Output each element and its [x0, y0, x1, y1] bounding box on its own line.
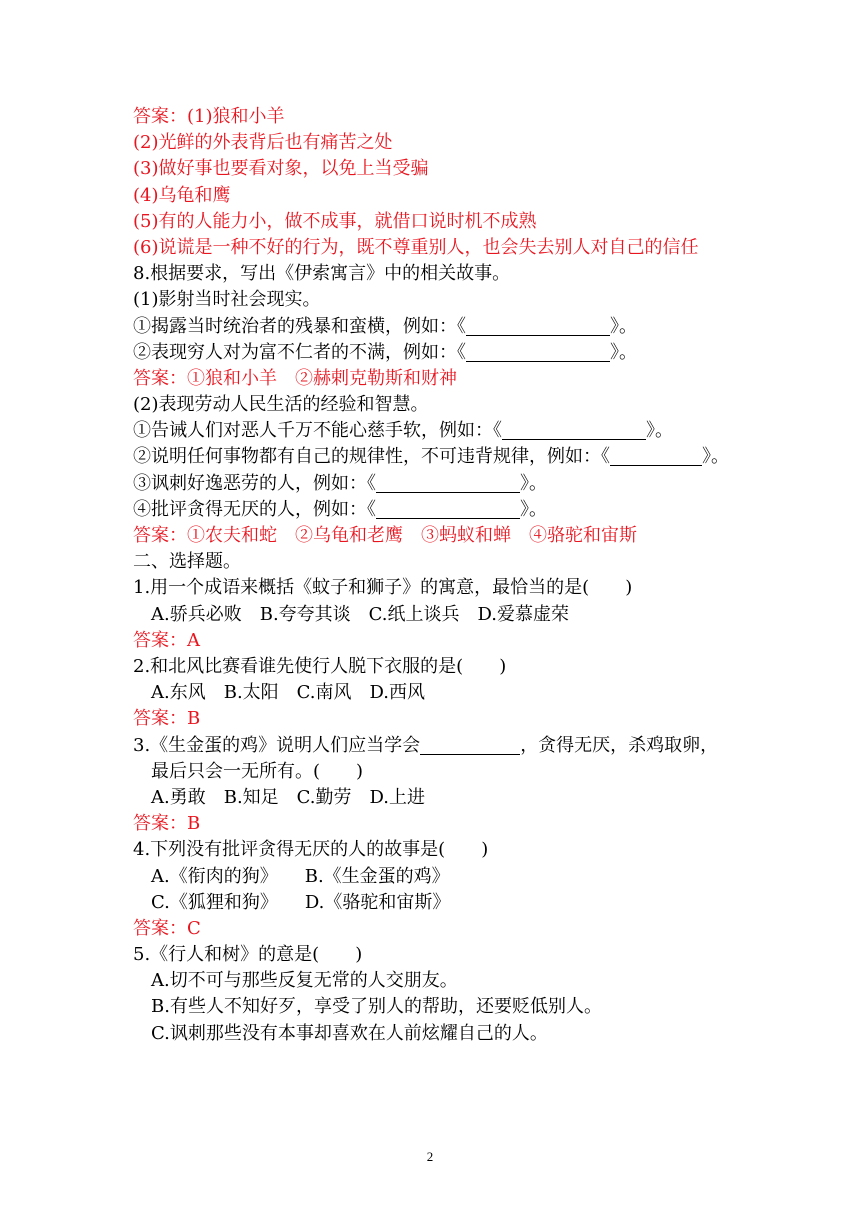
choice-question-5-option-a: A.切不可与那些反复无常的人交朋友。 — [151, 970, 458, 992]
answer-blank[interactable] — [376, 500, 520, 519]
question-text: ④批评贪得无厌的人，例如：《 — [133, 498, 376, 520]
question-text: ③讽刺好逸恶劳的人，例如：《 — [133, 472, 376, 494]
choice-question-4-options-row-1: A.《衔肉的狗》 B.《生金蛋的鸡》 — [151, 865, 450, 887]
question-8-2d — [133, 497, 733, 523]
question-8-2c — [133, 471, 733, 497]
question-8-2b — [133, 444, 733, 470]
answer-6: (6)说谎是一种不好的行为，既不尊重别人，也会失去别人对自己的信任 — [133, 236, 699, 258]
question-text-end: 》。 — [610, 315, 637, 337]
choice-question-4: 4.下列没有批评贪得无厌的人的故事是( ) — [133, 839, 489, 861]
question-8-1-answer: 答案：①狼和小羊 ②赫剌克勒斯和财神 — [133, 367, 457, 389]
question-text-end: 》。 — [520, 498, 547, 520]
choice-question-3-answer: 答案：B — [133, 813, 201, 835]
answer-1: 答案：(1)狼和小羊 — [133, 106, 285, 127]
choice-question-1-answer: 答案：A — [133, 629, 200, 651]
choice-question-5-option-c: C.讽刺那些没有本事却喜欢在人前炫耀自己的人。 — [151, 1022, 548, 1044]
page-number: 2 — [426, 1149, 434, 1164]
answer-blank[interactable] — [466, 317, 610, 336]
answer-blank[interactable] — [376, 474, 520, 493]
choice-question-1-options: A.骄兵必败 B.夸夸其谈 C.纸上谈兵 D.爱慕虚荣 — [151, 603, 570, 625]
answer-blank[interactable] — [610, 447, 702, 466]
choice-question-4-options-row-2: C.《狐狸和狗》 D.《骆驼和宙斯》 — [151, 891, 451, 913]
answer-blank[interactable] — [420, 736, 520, 755]
page-content — [133, 104, 733, 1047]
question-8-2a — [133, 418, 733, 444]
answer-2: (2)光鲜的外表背后也有痛苦之处 — [133, 132, 393, 154]
question-8-1a — [133, 314, 733, 340]
question-8-1b — [133, 340, 733, 366]
choice-question-1: 1.用一个成语来概括《蚊子和狮子》的寓意，最恰当的是( ) — [133, 577, 633, 599]
answer-3: (3)做好事也要看对象，以免上当受骗 — [133, 158, 429, 180]
answer-blank[interactable] — [502, 421, 646, 440]
choice-question-3 — [133, 733, 733, 785]
question-text-end: 》。 — [702, 446, 729, 468]
answer-4: (4)乌龟和鹰 — [133, 184, 231, 206]
question-text-end: 》。 — [520, 472, 547, 494]
question-text: ②表现穷人对为富不仁者的不满，例如：《 — [133, 341, 466, 363]
question-text: ①告诫人们对恶人千万不能心慈手软，例如：《 — [133, 420, 502, 442]
question-text-end: ，贪得无厌，杀鸡取卵，最后只会一无所有。( ) — [151, 734, 719, 782]
question-text-end: 》。 — [646, 420, 673, 442]
question-text: 3.《生金蛋的鸡》说明人们应当学会 — [133, 734, 421, 756]
question-text: ②说明任何事物都有自己的规律性，不可违背规律，例如：《 — [133, 446, 610, 468]
question-8-2-answer: 答案：①农夫和蛇 ②乌龟和老鹰 ③蚂蚁和蝉 ④骆驼和宙斯 — [133, 525, 637, 547]
question-text-end: 》。 — [610, 341, 637, 363]
question-8-part-1: (1)影射当时社会现实。 — [133, 289, 321, 311]
choice-question-2-options: A.东风 B.太阳 C.南风 D.西风 — [151, 682, 426, 704]
question-8: 8.根据要求，写出《伊索寓言》中的相关故事。 — [133, 263, 511, 285]
question-text: ①揭露当时统治者的残暴和蛮横，例如：《 — [133, 315, 466, 337]
choice-question-2: 2.和北风比赛看谁先使行人脱下衣服的是( ) — [133, 655, 507, 677]
answer-blank[interactable] — [466, 343, 610, 362]
choice-question-4-answer: 答案：C — [133, 917, 201, 939]
choice-question-5-option-b: B.有些人不知好歹，享受了别人的帮助，还要贬低别人。 — [151, 996, 602, 1018]
choice-question-2-answer: 答案：B — [133, 708, 201, 730]
question-8-part-2: (2)表现劳动人民生活的经验和智慧。 — [133, 394, 429, 416]
answer-5: (5)有的人能力小，做不成事，就借口说时机不成熟 — [133, 210, 537, 232]
choice-question-3-options: A.勇敢 B.知足 C.勤劳 D.上进 — [151, 786, 426, 808]
section-2-heading: 二、选择题。 — [133, 551, 241, 573]
choice-question-5: 5.《行人和树》的意是( ) — [133, 944, 363, 966]
